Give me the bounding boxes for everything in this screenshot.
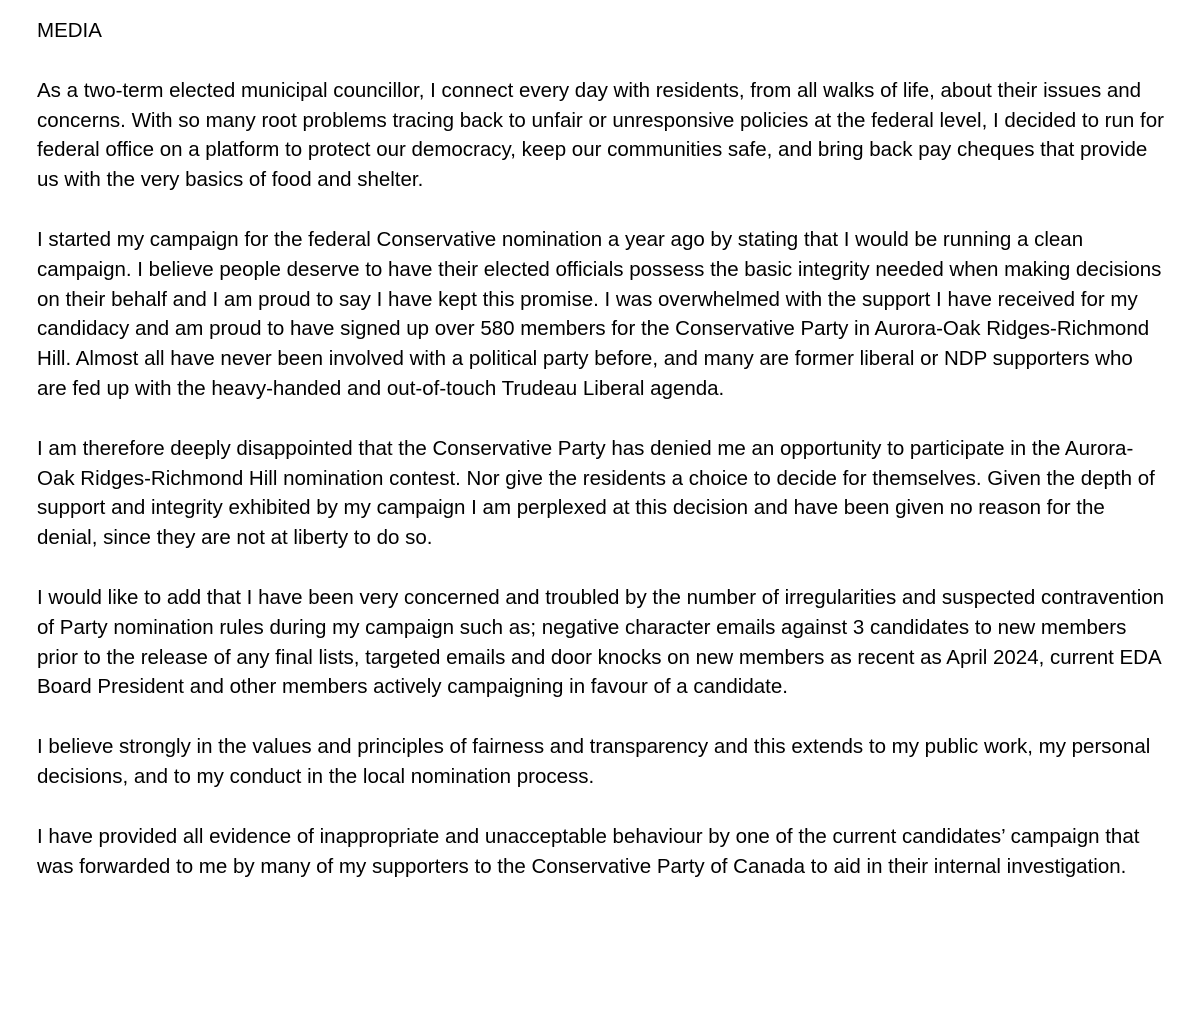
paragraph-evidence: I have provided all evidence of inappropriate and unacceptable behaviour by one of the current candidates’ campaign that was forwarded to me by many of my supporters to the Conservative Party of Canada to aid in their internal investigation. <box>37 824 1140 878</box>
document-heading: MEDIA <box>37 19 102 42</box>
paragraph-values: I believe strongly in the values and principles of fairness and transparency and this extends to my public work, my personal decisions, and to my conduct in the local nomination process. <box>37 735 1151 788</box>
paragraph-irregularities: I would like to add that I have been very concerned and troubled by the number of irregularities and suspected contravention of Party nomination rules during my campaign such as; negative character emails against 3 candidates to new members prior to the release of any final lists, targeted emails and door knocks on new members as recent as April 2024, current EDA Board President and other members actively campaigning in favour of a candidate. <box>37 585 1165 699</box>
paragraph-disappointment: I am therefore deeply disappointed that the Conservative Party has denied me an opportunity to participate in the Aurora-Oak Ridges-Richmond Hill nomination contest. Nor give the residents a choice to decide for themselves. Given the depth of support and integrity exhibited by my campaign I am perplexed at this decision and have been given no reason for the denial, since they are not at liberty to do so. <box>37 436 1155 550</box>
document-page <box>37 16 1167 881</box>
paragraph-campaign: I started my campaign for the federal Conservative nomination a year ago by stating that I would be running a clean campaign. I believe people deserve to have their elected officials possess the basic integrity needed when making decisions on their behalf and I am proud to say I have kept this promise. I was overwhelmed with the support I have received for my candidacy and am proud to have signed up over 580 members for the Conservative Party in Aurora-Oak Ridges-Richmond Hill. Almost all have never been involved with a political party before, and many are former liberal or NDP supporters who are fed up with the heavy-handed and out-of-touch Trudeau Liberal agenda. <box>37 227 1162 400</box>
paragraph-introduction: As a two-term elected municipal councillor, I connect every day with residents, from all walks of life, about their issues and concerns. With so many root problems tracing back to unfair or unresponsive policies at the federal level, I decided to run for federal office on a platform to protect our democracy, keep our communities safe, and bring back pay cheques that provide us with the very basics of food and shelter. <box>37 78 1164 192</box>
